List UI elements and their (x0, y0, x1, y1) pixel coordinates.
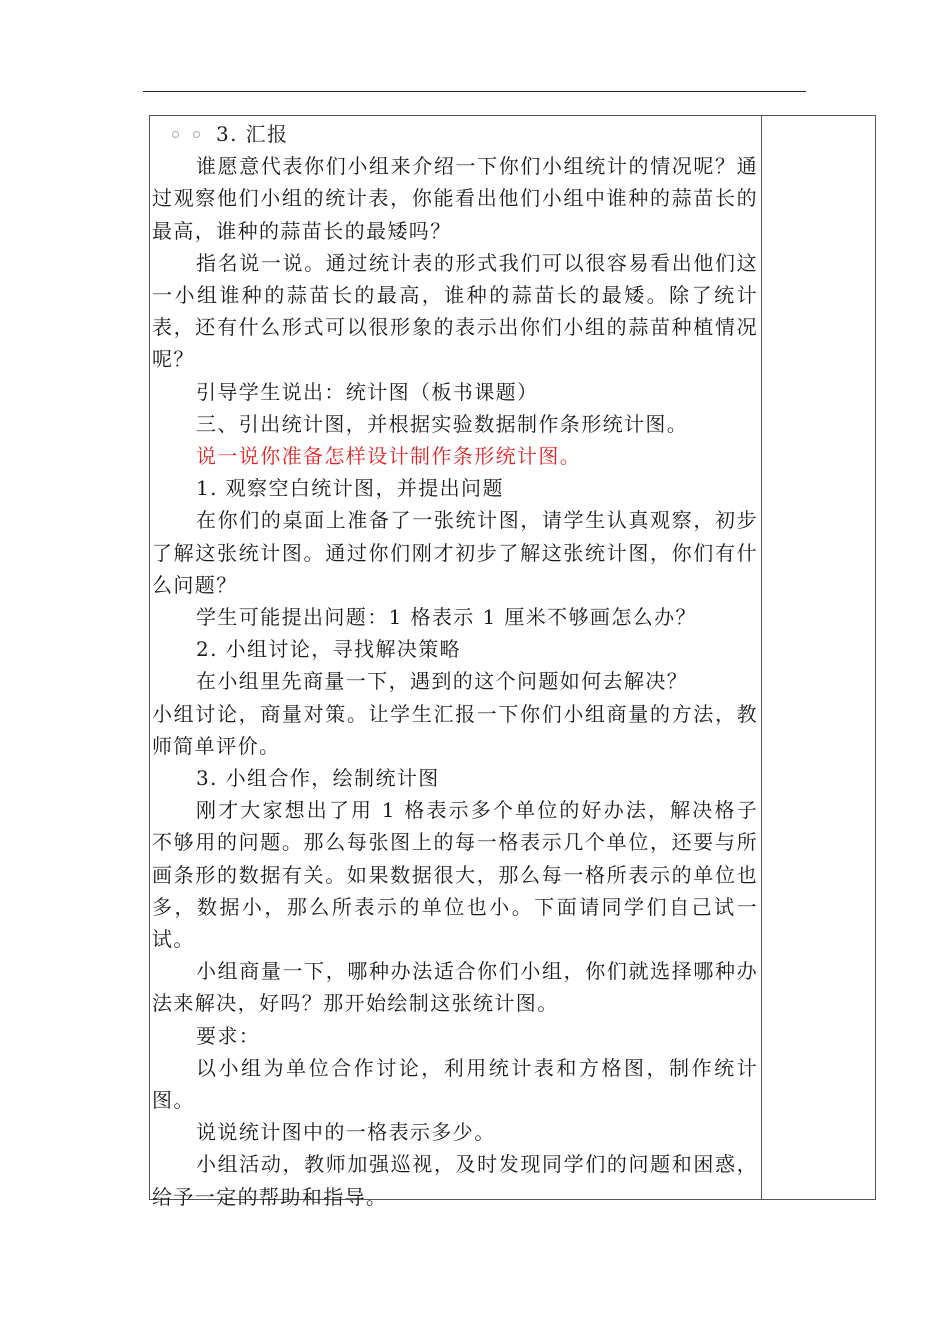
header-rule (143, 91, 806, 92)
section-heading: 3. 汇报 (216, 122, 289, 146)
paragraph: 以小组为单位合作讨论，利用统计表和方格图，制作统计图。 (152, 1055, 758, 1113)
lesson-table (149, 115, 876, 1209)
paragraph: 三、引出统计图，并根据实验数据制作条形统计图。 (196, 411, 689, 436)
paragraph: 刚才大家想出了用 1 格表示多个单位的好办法，解决格子不够用的问题。那么每张图上的每一格表示几个单位，还要与所画条形的数据有关。如果数据很大，那么每一格所表示的单位也多，数据小，那么所表示的单位也小。下面请同学们自己试一试。 (152, 798, 758, 952)
section-heading-row (152, 118, 758, 150)
lesson-content-cell (152, 118, 758, 1213)
paragraph: 在你们的桌面上准备了一张统计图，请学生认真观察，初步了解这张统计图。通过你们刚才初步了解这张统计图，你们有什么问题？ (152, 508, 758, 597)
paragraph: 要求： (196, 1023, 261, 1048)
paragraph: 小组商量一下，哪种办法适合你们小组，你们就选择哪种办法来解决，好吗？那开始绘制这张统计图。 (152, 959, 758, 1016)
paragraph: 说一说你准备怎样设计制作条形统计图。 (196, 444, 582, 469)
circle-icon (172, 131, 179, 138)
paragraph: 小组活动，教师加强巡视，及时发现同学们的问题和困惑，给予一定的帮助和指导。 (152, 1152, 758, 1209)
bullet-dots (172, 131, 200, 138)
paragraph: 在小组里先商量一下，遇到的这个问题如何去解决？ (196, 669, 689, 694)
paragraph: 指名说一说。通过统计表的形式我们可以很容易看出他们这一小组谁种的蒜苗长的最高，谁种的蒜苗长的最矮。除了统计表，还有什么形式可以很形象的表示出你们小组的蒜苗种植情况呢？ (152, 250, 758, 372)
paragraph: 学生可能提出问题：1 格表示 1 厘米不够画怎么办？ (196, 605, 697, 630)
paragraph: 3. 小组合作，绘制统计图 (196, 766, 440, 791)
paragraph: 说说统计图中的一格表示多少。 (196, 1120, 496, 1145)
paragraph: 小组讨论，商量对策。让学生汇报一下你们小组商量的方法，教师简单评价。 (152, 701, 758, 758)
paragraph: 谁愿意代表你们小组来介绍一下你们小组统计的情况呢？通过观察他们小组的统计表，你能看出他们小组中谁种的蒜苗长的最高，谁种的蒜苗长的最矮吗？ (152, 154, 758, 243)
paragraph: 引导学生说出：统计图（板书课题） (196, 379, 539, 404)
paragraph: 1. 观察空白统计图，并提出问题 (196, 476, 504, 501)
notes-cell (762, 116, 875, 1199)
circle-icon (193, 131, 200, 138)
paragraph: 2. 小组讨论，寻找解决策略 (196, 637, 462, 662)
